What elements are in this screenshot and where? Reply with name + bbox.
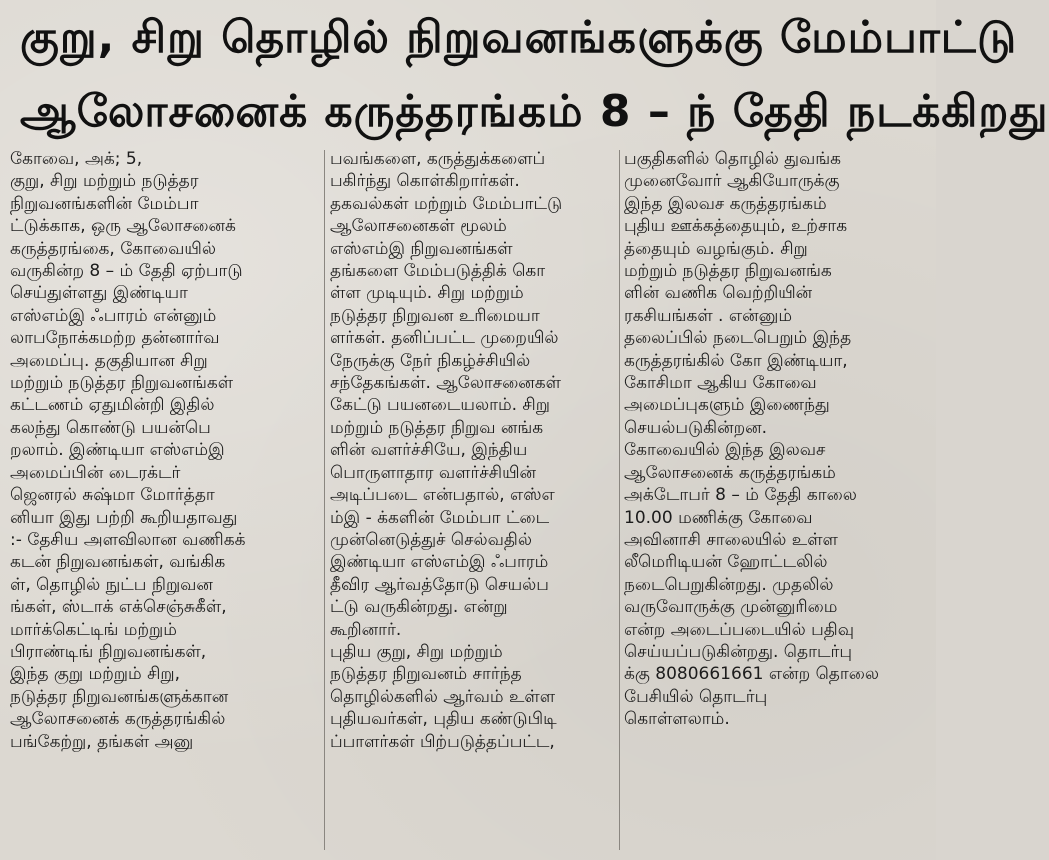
article-line: ளின் வணிக வெற்றியின் (624, 283, 813, 304)
article-line: மார்க்கெட்டிங் மற்றும் (10, 619, 177, 640)
article-line: ப்பாளர்கள் பிற்படுத்தப்பட்ட, (330, 731, 555, 752)
column-divider (324, 150, 325, 850)
article-line: கடன் நிறுவனங்கள், வங்கிக (10, 552, 226, 573)
article-line: ங்கள், ஸ்டாக் எக்செஞ்சுகீள், (10, 597, 227, 618)
article-line: கொள்ளலாம். (624, 709, 730, 730)
article-line: என்ற அடைப்படையில் பதிவு (624, 619, 854, 640)
article-line: முனைவோர் ஆகியோருக்கு (624, 171, 840, 192)
article-line: அமைப்புகளும் இணைந்து (624, 395, 830, 416)
article-column-1 (10, 148, 320, 853)
article-line: பகுதிகளில் தொழில் துவங்க (624, 149, 841, 169)
article-line: சந்தேகங்கள். ஆலோசனைகள் (330, 373, 562, 394)
article-line: ஆலோசனைகள் மூலம் (330, 216, 507, 237)
article-line: கட்டணம் ஏதுமின்றி இதில் (10, 395, 215, 416)
article-line: தகவல்கள் மற்றும் மேம்பாட்டு (330, 193, 563, 214)
article-line: நடுத்தர நிறுவன உரிமையா (330, 305, 540, 326)
article-line: கோசிமா ஆகிய கோவை (624, 373, 817, 394)
article-line: கேட்டு பயனடையலாம். சிறு (330, 395, 550, 416)
article-line: தொழில்களில் ஆர்வம் உள்ள (330, 686, 556, 707)
article-line: கலந்து கொண்டு பயன்பெ (10, 417, 211, 438)
article-line: புதியவர்கள், புதிய கண்டுபிடி (330, 709, 557, 730)
article-line: றலாம். இண்டியா எஸ்எம்இ (10, 440, 225, 461)
article-line: க்கு 8080661661 என்ற தொலை (624, 664, 879, 685)
article-line: ட்டுக்காக, ஒரு ஆலோசனைக் (10, 216, 236, 237)
article-line: பிராண்டிங் நிறுவனங்கள், (10, 641, 207, 662)
article-line: 10.00 மணிக்கு கோவை (624, 507, 813, 528)
article-line: முன்னெடுத்துச் செல்வதில் (330, 529, 532, 550)
article-line: தீவிர ஆர்வத்தோடு செயல்ப (330, 574, 549, 595)
article-line: கூறினார். (330, 619, 402, 640)
article-column-3 (624, 148, 926, 853)
article-line: புதிய ஊக்கத்தையும், உற்சாக (624, 216, 848, 237)
article-line: ஆலோசனைக் கருத்தரங்கம் (624, 462, 836, 483)
article-line: ளின் வளர்ச்சியே, இந்திய (330, 440, 528, 461)
article-line: கோவை, அக்; 5, (10, 149, 143, 169)
article-line: இண்டியா எஸ்எம்இ ஃபாரம் (330, 552, 549, 573)
article-line: :- தேசிய அளவிலான வணிகக் (10, 529, 246, 550)
article-line: நடுத்தர நிறுவனம் சார்ந்த (330, 664, 522, 685)
article-line: லாபநோக்கமற்ற தன்னார்வ (10, 328, 220, 349)
article-line: பொருளாதார வளர்ச்சியின் (330, 462, 537, 483)
article-line: அவினாசி சாலையில் உள்ள (624, 529, 838, 550)
article-line: இந்த குறு மற்றும் சிறு, (10, 664, 181, 685)
article-line: வருகின்ற 8 – ம் தேதி ஏற்பாடு (10, 261, 243, 282)
article-line: எஸ்எம்இ நிறுவனங்கள் (330, 238, 513, 259)
article-line: ளர்கள். தனிப்பட்ட முறையில் (330, 328, 559, 349)
article-line: பேசியில் தொடர்பு (624, 686, 768, 707)
article-line: புதிய குறு, சிறு மற்றும் (330, 641, 503, 662)
article-line: செய்துள்ளது இண்டியா (10, 283, 188, 304)
article-line: னியா இது பற்றி கூறியதாவது (10, 507, 238, 528)
article-line: கருத்தரங்கை, கோவையில் (10, 238, 216, 259)
article-line: பகிர்ந்து கொள்கிறார்கள். (330, 171, 520, 192)
article-column-2 (330, 148, 615, 853)
article-line: ட்டு வருகின்றது. என்று (330, 597, 508, 618)
article-line: கோவையில் இந்த இலவச (624, 440, 826, 461)
article-line: மற்றும் நடுத்தர நிறுவனங்கள் (10, 373, 234, 394)
article-line: ஆலோசனைக் கருத்தரங்கில் (10, 709, 226, 730)
column-divider (619, 150, 620, 850)
article-line: தலைப்பில் நடைபெறும் இந்த (624, 328, 852, 349)
article-line: குறு, சிறு மற்றும் நடுத்தர (10, 171, 199, 192)
article-line: செயல்படுகின்றன. (624, 417, 768, 438)
article-line: லீமெரிடியன் ஹோட்டலில் (624, 552, 828, 573)
article-line: ஜெனரல் சுஷ்மா மோர்த்தா (10, 485, 215, 506)
article-line: எஸ்எம்இ ஃபாரம் என்னும் (10, 305, 217, 326)
article-line: த்தையும் வழங்கும். சிறு (624, 238, 808, 259)
headline-line-2: ஆலோசனைக் கருத்தரங்கம் 8 – ந் தேதி நடக்கிறது (20, 86, 1049, 137)
article-line: அடிப்படை என்பதால், எஸ்எ (330, 485, 555, 506)
article-line: ள், தொழில் நுட்ப நிறுவன (10, 574, 213, 595)
article-line: ள்ள முடியும். சிறு மற்றும் (330, 283, 524, 304)
article-line: செய்யப்படுகின்றது. தொடர்பு (624, 641, 853, 662)
headline-line-1: குறு, சிறு தொழில் நிறுவனங்களுக்கு மேம்பாட்டு (20, 12, 1018, 63)
article-line: நேருக்கு நேர் நிகழ்ச்சியில் (330, 350, 531, 371)
article-line: அமைப்பின் டைரக்டர் (10, 462, 181, 483)
article-line: இந்த இலவச கருத்தரங்கம் (624, 193, 827, 214)
article-line: மற்றும் நடுத்தர நிறுவ னங்க (330, 417, 544, 438)
article-line: பங்கேற்று, தங்கள் அனு (10, 731, 194, 752)
article-line: மற்றும் நடுத்தர நிறுவனங்க (624, 261, 832, 282)
article-line: அக்டோபர் 8 – ம் தேதி காலை (624, 485, 857, 506)
article-line: நிறுவனங்களின் மேம்பா (10, 193, 199, 214)
article-line: பவங்களை, கருத்துக்களைப் (330, 149, 546, 169)
article-line: நடைபெறுகின்றது. முதலில் (624, 574, 834, 595)
article-line: தங்களை மேம்படுத்திக் கொ (330, 261, 546, 282)
article-line: ம்இ - க்களின் மேம்பா ட்டை (330, 507, 550, 528)
article-line: நடுத்தர நிறுவனங்களுக்கான (10, 686, 229, 707)
article-line: வருவோருக்கு முன்னுரிமை (624, 597, 838, 618)
article-line: அமைப்பு. தகுதியான சிறு (10, 350, 208, 371)
article-line: கருத்தரங்கில் கோ இண்டியா, (624, 350, 848, 371)
article-line: ரகசியங்கள் . என்னும் (624, 305, 793, 326)
